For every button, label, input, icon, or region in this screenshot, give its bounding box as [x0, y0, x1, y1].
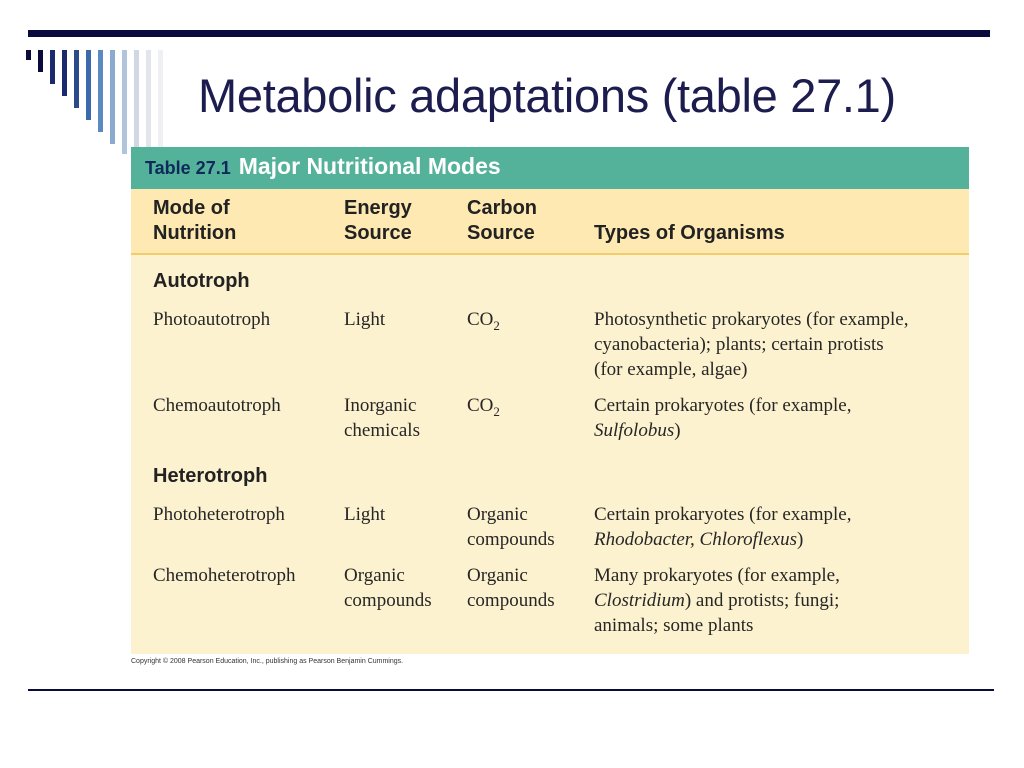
stripe	[122, 50, 127, 154]
table-title: Major Nutritional Modes	[238, 153, 501, 179]
stripe	[26, 50, 31, 60]
row-types-line: Many prokaryotes (for example,	[594, 565, 840, 586]
copyright-notice: Copyright © 2008 Pearson Education, Inc., publishing as Pearson Benjamin Cummings.	[131, 658, 404, 665]
row-types-line: (for example, algae)	[594, 359, 748, 380]
row-types-line: cyanobacteria); plants; certain protists	[594, 334, 884, 355]
organism-name: Sulfolobus	[594, 420, 675, 441]
row-energy: chemicals	[344, 420, 420, 441]
row-types-line: Certain prokaryotes (for example,	[594, 395, 852, 416]
stripe	[86, 50, 91, 120]
row-energy: Light	[344, 309, 386, 330]
types-rest: )	[797, 529, 804, 550]
row-types-line	[594, 527, 803, 552]
row-mode: Photoautotroph	[153, 309, 271, 330]
stripe	[50, 50, 55, 84]
types-rest: )	[674, 420, 681, 441]
group-heterotroph: Heterotroph	[153, 465, 268, 487]
stripe	[110, 50, 115, 144]
header-carbon: Carbon Source	[467, 197, 537, 244]
slide-title: Metabolic adaptations (table 27.1)	[198, 69, 896, 122]
carbon-subscript: 2	[493, 317, 500, 333]
row-types-line	[594, 588, 839, 613]
header-mode: Mode of Nutrition	[153, 197, 237, 244]
row-mode: Chemoheterotroph	[153, 565, 296, 586]
stripe	[62, 50, 67, 96]
row-mode: Chemoautotroph	[153, 395, 281, 416]
row-carbon	[467, 307, 500, 338]
row-carbon: Organic	[467, 565, 528, 586]
table-header-row	[131, 189, 969, 255]
stripe	[74, 50, 79, 108]
stripe	[134, 50, 139, 154]
row-carbon: compounds	[467, 529, 555, 550]
row-types-line: animals; some plants	[594, 615, 754, 636]
row-carbon: Organic	[467, 504, 528, 525]
types-rest: ) and protists; fungi;	[684, 590, 840, 611]
row-carbon: compounds	[467, 590, 555, 611]
header-energy: Energy Source	[344, 197, 412, 244]
table-number: Table 27.1	[145, 158, 231, 178]
group-autotroph: Autotroph	[153, 270, 250, 292]
row-energy: compounds	[344, 590, 432, 611]
stripe	[158, 50, 163, 154]
carbon-formula: CO	[467, 309, 494, 330]
table-caption	[131, 147, 969, 189]
top-rule	[28, 30, 990, 37]
carbon-formula: CO	[467, 395, 494, 416]
header-types: Types of Organisms	[594, 222, 785, 244]
row-energy: Organic	[344, 565, 405, 586]
row-carbon	[467, 393, 500, 424]
stripe	[146, 50, 151, 154]
row-types-line	[594, 418, 681, 443]
stripe	[98, 50, 103, 132]
stripe	[38, 50, 43, 72]
row-energy: Inorganic	[344, 395, 417, 416]
carbon-subscript: 2	[493, 403, 500, 419]
organism-name: Clostridium	[594, 590, 685, 611]
organism-name: Rhodobacter, Chloroflexus	[594, 529, 797, 550]
row-energy: Light	[344, 504, 386, 525]
row-mode: Photoheterotroph	[153, 504, 285, 525]
row-types-line: Photosynthetic prokaryotes (for example,	[594, 309, 909, 330]
nutritional-modes-table	[131, 147, 969, 654]
row-types-line: Certain prokaryotes (for example,	[594, 504, 852, 525]
bottom-rule	[28, 689, 994, 691]
